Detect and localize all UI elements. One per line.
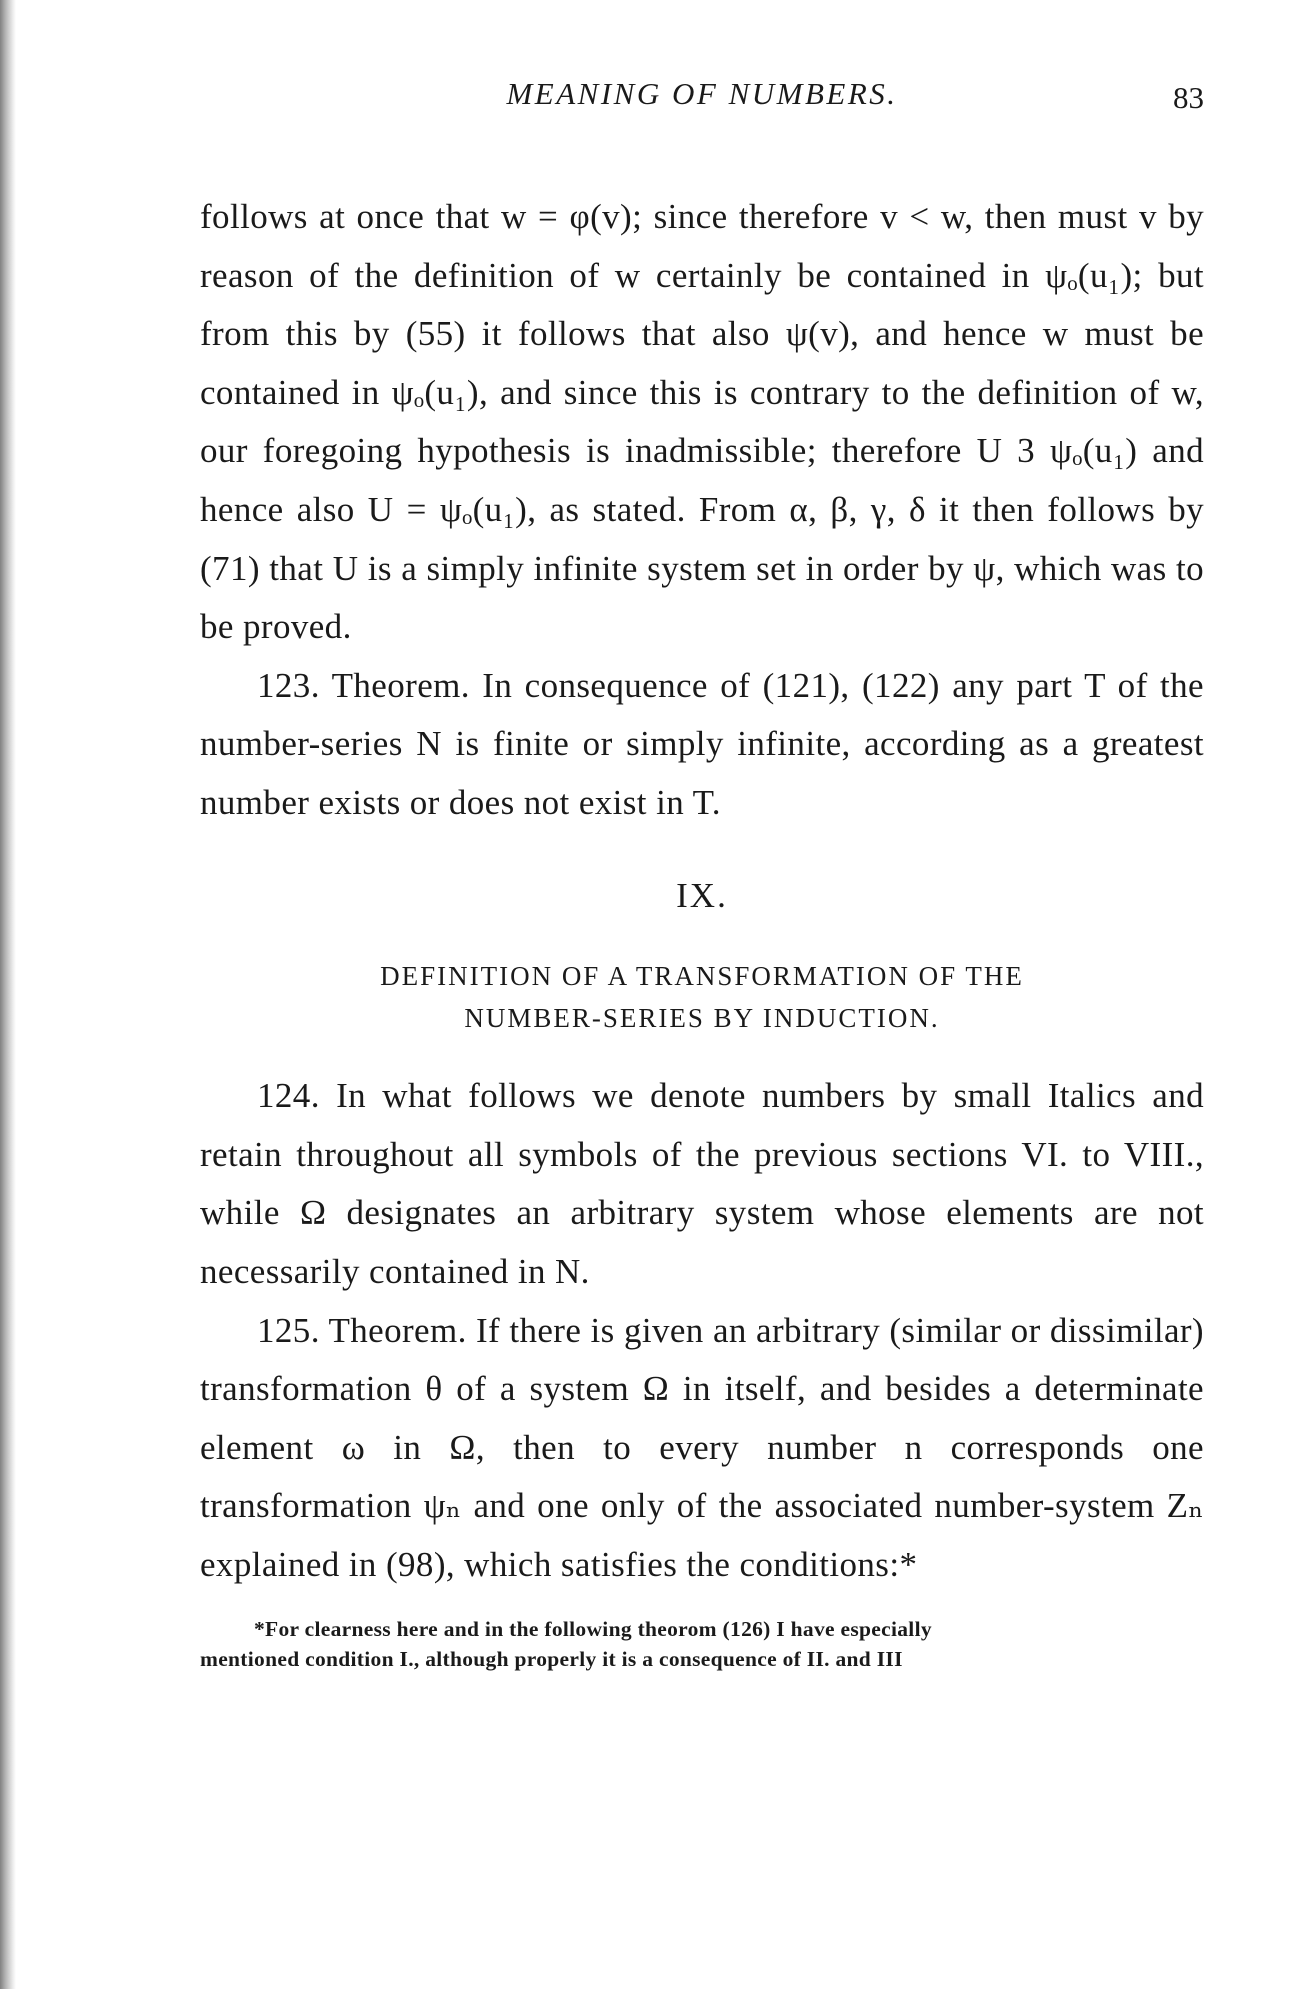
book-spine-shadow	[0, 0, 16, 1989]
book-page	[200, 70, 1204, 1674]
paragraph-124: 124. In what follows we denote numbers by small Italics and retain throughout all symbols of the previous sections VI. to VIII., while Ω designates an arbitrary system whose elements are not necessarily contained in N.	[200, 1076, 1204, 1291]
section-heading-line-2: NUMBER-SERIES BY INDUCTION.	[464, 1003, 940, 1034]
theorem-123-paragraph: 123. Theorem. In consequence of (121), (122) any part T of the number-series N is finite or simply infinite, according as a greatest number exists or does not exist in T.	[200, 665, 1204, 822]
section-heading	[200, 955, 1204, 1039]
footnote-line-2: mentioned condition I., although properly it is a consequence of II. and III	[200, 1647, 903, 1672]
section-heading-line-1: DEFINITION OF A TRANSFORMATION OF THE	[380, 961, 1024, 992]
continuation-paragraph: follows at once that w = φ(v); since therefore v < w, then must v by reason of the definition of w certainly be contained in ψₒ(u₁); but from this by (55) it follows that also ψ(v), and hence w must be contained in ψₒ(u₁), and since this is contrary to the definition of w, our foregoing hypothesis is inadmissible; therefore U 3 ψₒ(u₁) and hence also U = ψₒ(u₁), as stated. From α, β, γ, δ it then follows by (71) that U is a simply infinite system set in order by ψ, which was to be proved.	[200, 197, 1204, 647]
section-ix-header	[200, 867, 1204, 1040]
theorem-125-paragraph: 125. Theorem. If there is given an arbitrary (similar or dissimilar) transformation θ of a system Ω in itself, and besides a determinate element ω in Ω, then to every number n corresponds one transformation ψₙ and one only of the associated number-system Zₙ explained in (98), which satisfies the conditions:*	[200, 1310, 1204, 1584]
running-title: MEANING OF NUMBERS.	[506, 76, 898, 111]
footnote-line-1: *For clearness here and in the following theorom (126) I have especially	[254, 1617, 932, 1642]
running-head	[200, 70, 1204, 122]
body-text	[200, 188, 1204, 1594]
footnote	[200, 1614, 1204, 1674]
page-number: 83	[1173, 80, 1204, 115]
section-numeral: IX.	[676, 875, 728, 915]
